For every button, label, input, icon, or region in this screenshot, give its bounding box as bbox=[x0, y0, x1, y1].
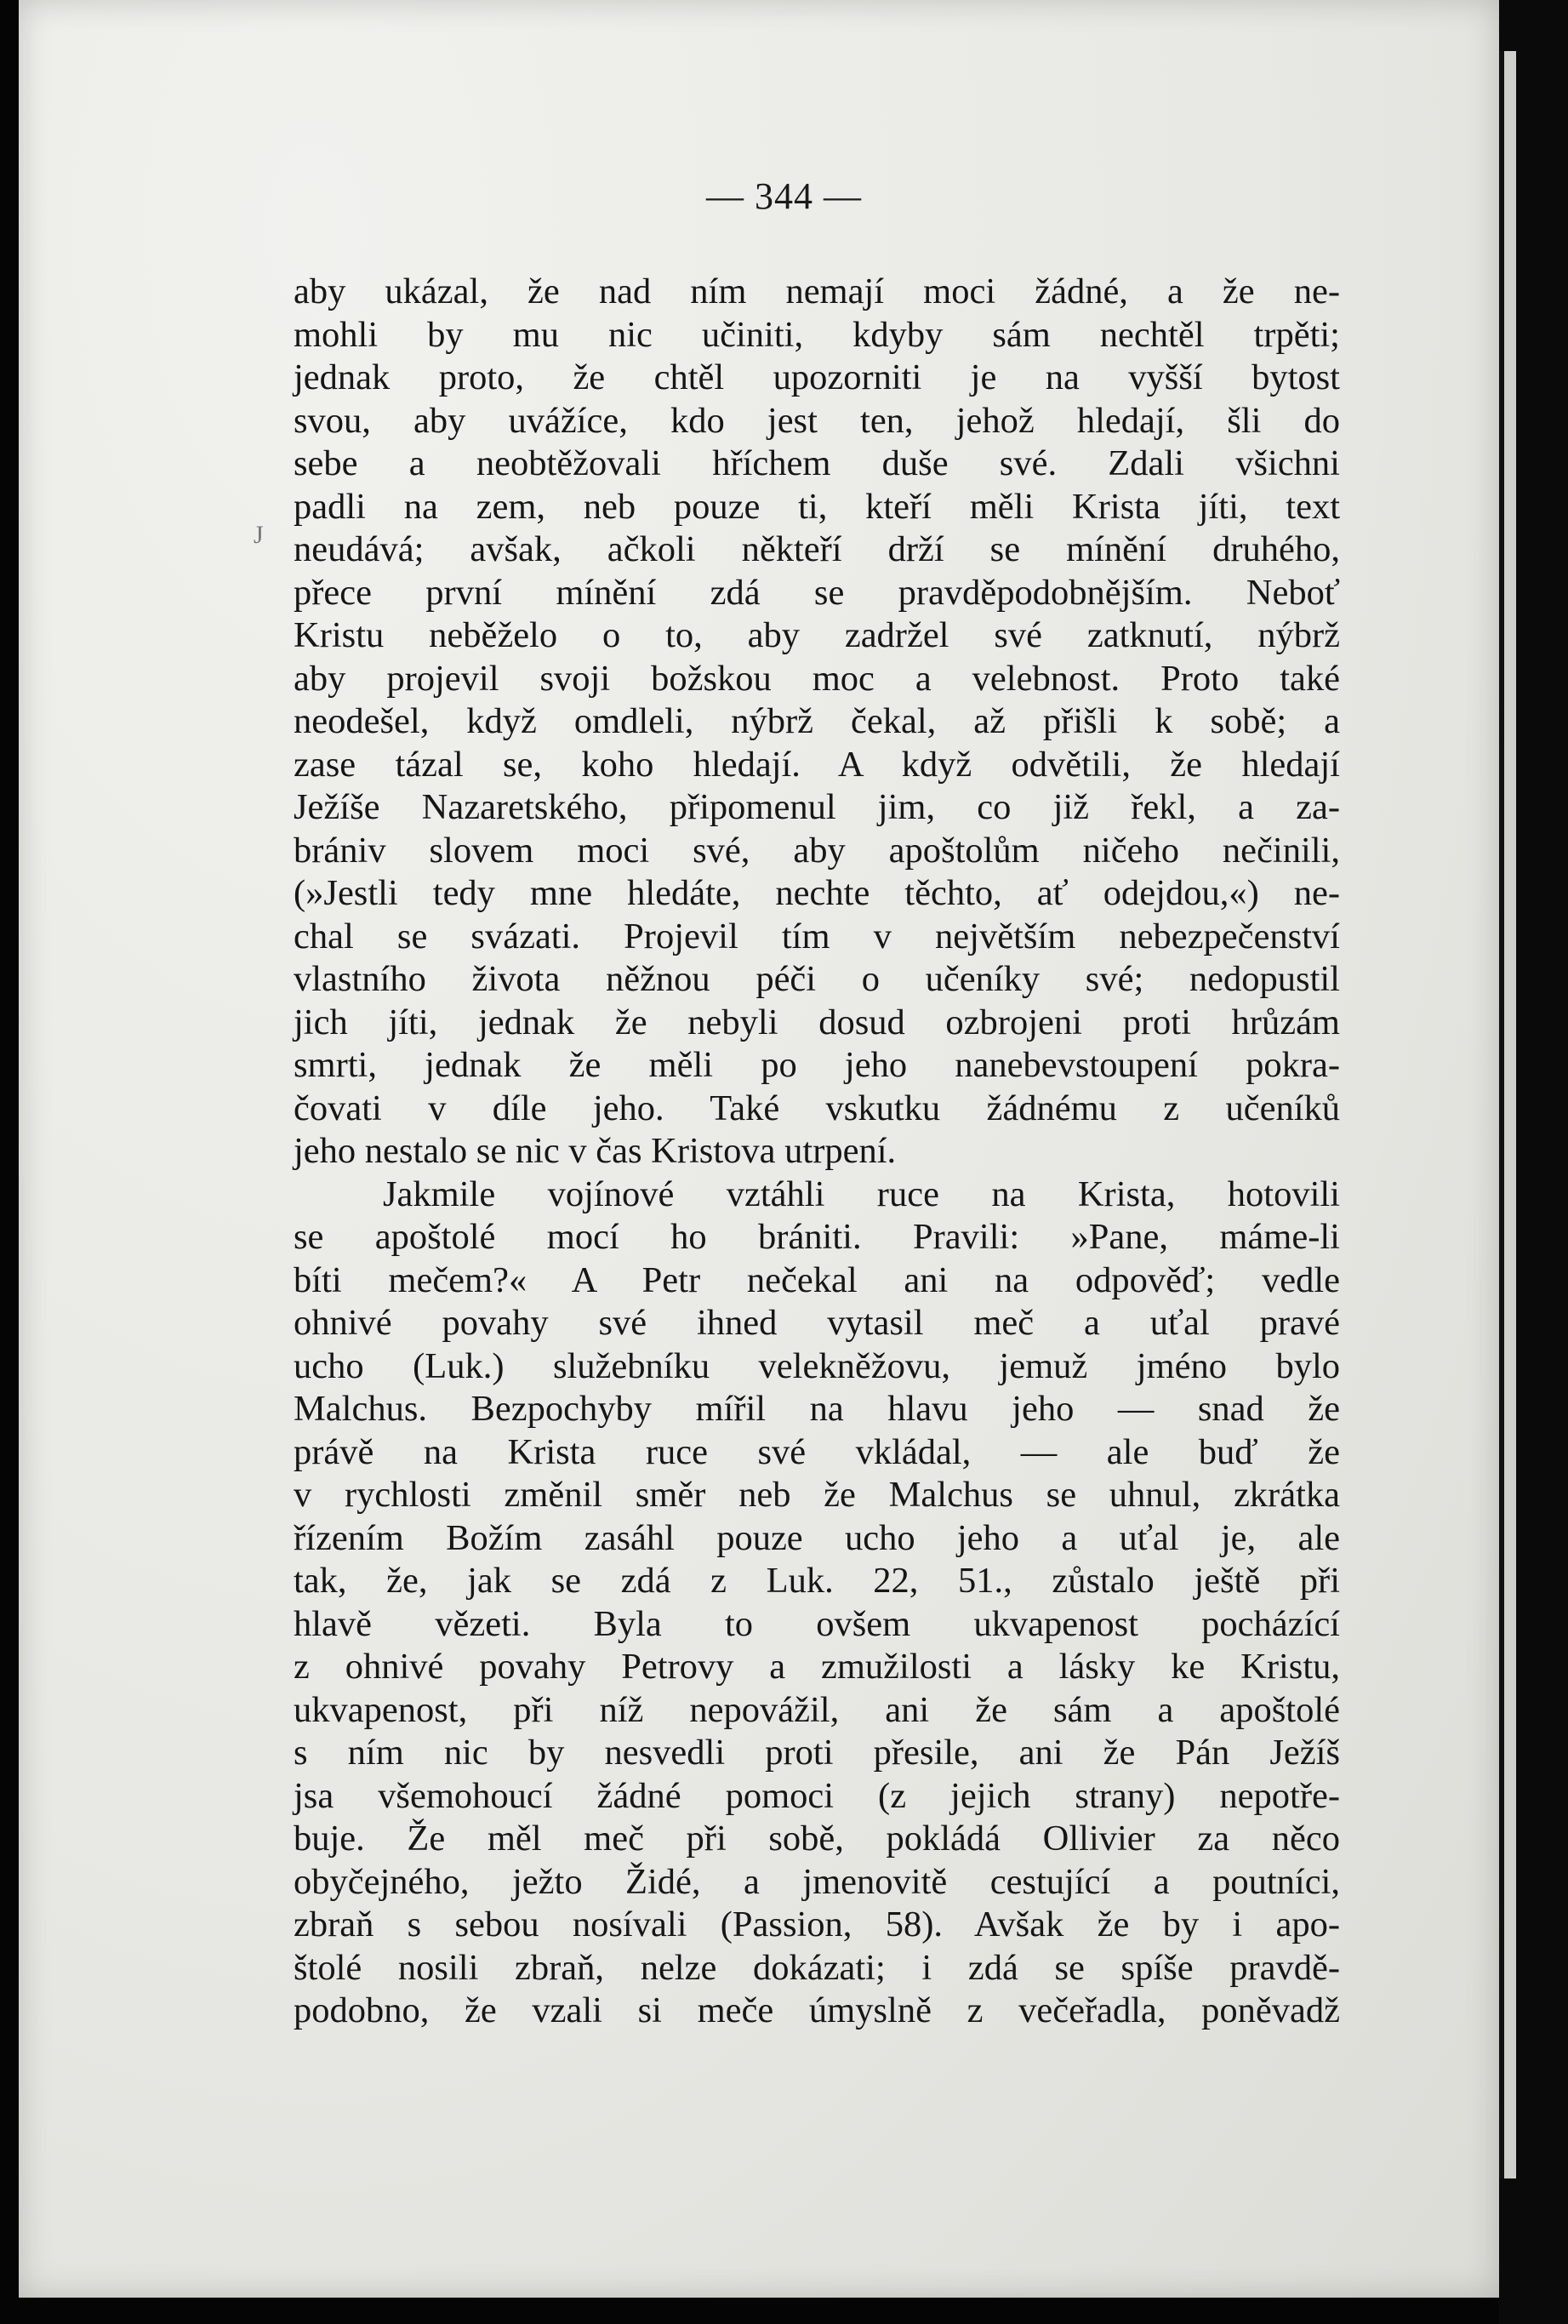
text-line: jednak proto, že chtěl upozorniti je na vyšší bytost bbox=[294, 357, 1340, 397]
text-line: buje. Že měl meč při sobě, pokládá Ollivier za něco bbox=[294, 1819, 1340, 1859]
text-line: sebe a neobtěžovali hříchem duše své. Zdali všichni bbox=[294, 443, 1340, 483]
text-line: padli na zem, neb pouze ti, kteří měli Krista jíti, text bbox=[294, 486, 1340, 527]
text-line: ukvapenost, při níž nepovážil, ani že sám a apoštolé bbox=[294, 1689, 1340, 1730]
text-line: bíti mečem?« A Petr nečekal ani na odpověď; vedle bbox=[294, 1259, 1340, 1300]
text-line: z ohnivé povahy Petrovy a zmužilosti a lásky ke Kristu, bbox=[294, 1647, 1340, 1687]
text-line: Kristu neběželo o to, aby zadržel své zatknutí, nýbrž bbox=[294, 615, 1340, 655]
text-line: s ním nic by nesvedli proti přesile, ani že Pán Ježíš bbox=[294, 1733, 1340, 1773]
text-line: právě na Krista ruce své vkládal, — ale buď že bbox=[294, 1431, 1340, 1472]
body-text bbox=[294, 271, 1340, 2033]
text-line: mohli by mu nic učiniti, kdyby sám nechtěl trpěti; bbox=[294, 314, 1340, 355]
text-line: vlastního života něžnou péči o učeníky své; nedopustil bbox=[294, 959, 1340, 999]
text-line: neodešel, když omdleli, nýbrž čekal, až přišli k sobě; a bbox=[294, 701, 1340, 741]
paragraph-last-line: jeho nestalo se nic v čas Kristova utrpení. bbox=[294, 1131, 897, 1171]
margin-pencil-mark: J bbox=[254, 521, 264, 549]
text-line: jich jíti, jednak že nebyli dosud ozbrojeni proti hrůzám bbox=[294, 1002, 1340, 1042]
text-line: jsa všemohoucí žádné pomoci (z jejich strany) nepotře- bbox=[294, 1775, 1340, 1816]
text-line: ohnivé povahy své ihned vytasil meč a uťal pravé bbox=[294, 1303, 1340, 1343]
text-line: v rychlosti změnil směr neb že Malchus se uhnul, zkrátka bbox=[294, 1475, 1340, 1515]
text-line: zase tázal se, koho hledají. A když odvětili, že hledají bbox=[294, 744, 1340, 785]
text-line: čovati v díle jeho. Také vskutku žádnému z učeníků bbox=[294, 1088, 1340, 1128]
text-line: přece první mínění zdá se pravděpodobnějším. Neboť bbox=[294, 572, 1340, 613]
text-line: obyčejného, ježto Židé, a jmenovitě cestující a poutníci, bbox=[294, 1861, 1340, 1902]
text-line: chal se svázati. Projevil tím v největším nebezpečenství bbox=[294, 916, 1340, 956]
text-line: svou, aby uvážíce, kdo jest ten, jehož hledají, šli do bbox=[294, 400, 1340, 441]
page-number: — 344 — bbox=[706, 175, 862, 217]
text-line: podobno, že vzali si meče úmyslně z večeřadla, poněvadž bbox=[294, 1990, 1340, 2030]
text-line: štolé nosili zbraň, nelze dokázati; i zdá se spíše pravdě- bbox=[294, 1947, 1340, 1988]
text-line: aby projevil svoji božskou moc a velebnost. Proto také bbox=[294, 658, 1340, 699]
text-line: zbraň s sebou nosívali (Passion, 58). Avšak že by i apo- bbox=[294, 1904, 1340, 1944]
text-line: neudává; avšak, ačkoli někteří drží se mínění druhého, bbox=[294, 529, 1340, 569]
text-line: Ježíše Nazaretského, připomenul jim, co již řekl, a za- bbox=[294, 787, 1340, 827]
text-line: smrti, jednak že měli po jeho nanebevstoupení pokra- bbox=[294, 1045, 1340, 1085]
text-line: (»Jestli tedy mne hledáte, nechte těchto, ať odejdou,«) ne- bbox=[294, 873, 1340, 913]
text-line: hlavě vězeti. Byla to ovšem ukvapenost pocházící bbox=[294, 1603, 1340, 1644]
text-line: aby ukázal, že nad ním nemají moci žádné, a že ne- bbox=[294, 271, 1340, 311]
text-line: ucho (Luk.) služebníku velekněžovu, jemuž jméno bylo bbox=[294, 1345, 1340, 1386]
text-line: řízením Božím zasáhl pouze ucho jeho a uťal je, ale bbox=[294, 1517, 1340, 1558]
text-line: brániv slovem moci své, aby apoštolům ničeho nečinili, bbox=[294, 830, 1340, 871]
paragraph-first-line: Jakmile vojínové vztáhli ruce na Krista, hotovili bbox=[383, 1173, 1340, 1214]
text-line: tak, že, jak se zdá z Luk. 22, 51., zůstalo ještě při bbox=[294, 1561, 1340, 1601]
text-line: Malchus. Bezpochyby mířil na hlavu jeho — snad že bbox=[294, 1389, 1340, 1429]
page-edge-strip bbox=[1499, 51, 1516, 2178]
text-line: se apoštolé mocí ho brániti. Pravili: »Pane, máme-li bbox=[294, 1217, 1340, 1257]
